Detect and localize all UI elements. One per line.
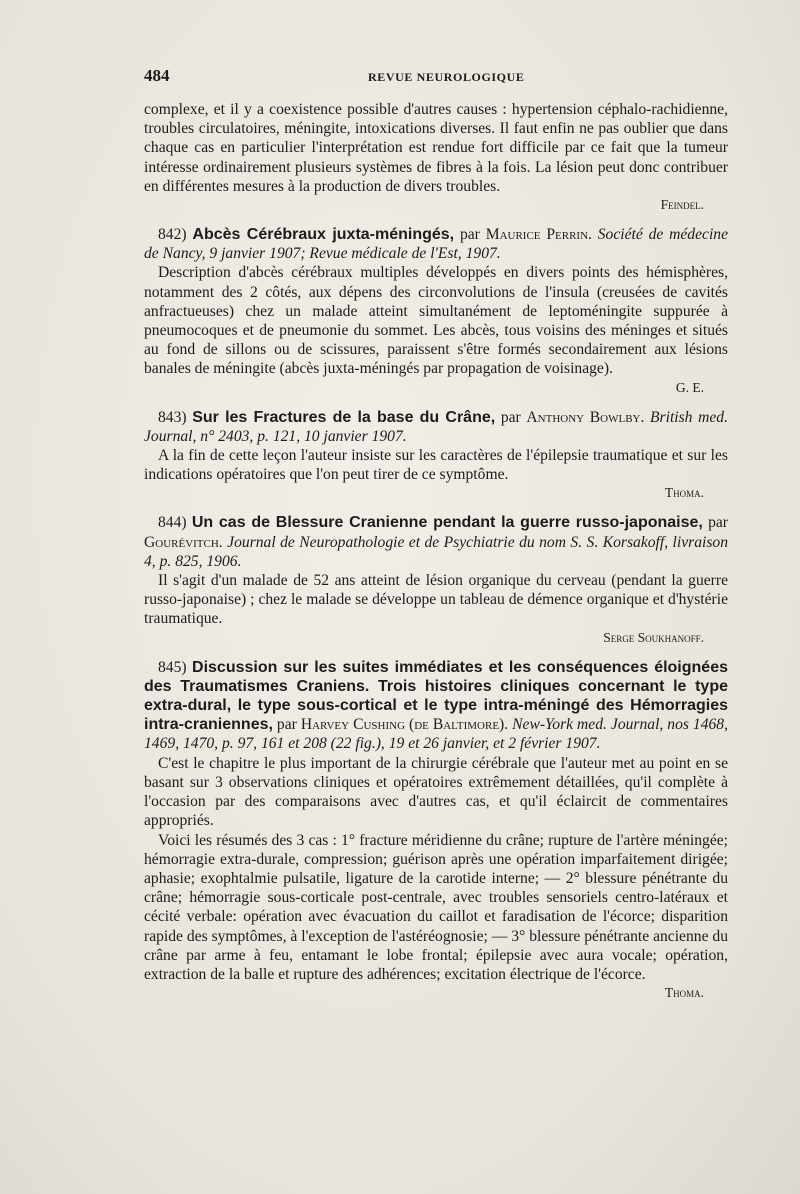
entry-paragraph: C'est le chapitre le plus important de la chirurgie cérébrale que l'auteur met au point en se basant sur 3 observations cliniques et opératoires extrêmement détaillées, qu'il complète à l'occasion par des comparaisons avec d'autres cas, et qu'il éclaircit de commentaires appropriés. [144, 754, 728, 830]
page-number: 484 [144, 66, 170, 85]
entry-title: Sur les Fractures de la base du Crâne, [192, 408, 496, 426]
entry-heading [144, 658, 728, 754]
intro-paragraph: complexe, et il y a coexistence possible d'autres causes : hypertension céphalo-rachidienne, troubles circulatoires, méningite, intoxications diverses. Il faut enfin ne pas oublier que dans chaque cas en particulier l'interprétation est rendue fort difficile par ce fait que la tumeur intéresse ordinairement plusieurs systèmes de fibres à la fois. La lésion peut donc contribuer en différentes mesures à la production de divers troubles. [144, 101, 728, 195]
entry-number: 844) [158, 514, 187, 532]
entry-by: par [276, 716, 297, 734]
entry-heading [144, 408, 728, 446]
entry-signature: Serge Soukhanoff. [603, 629, 704, 645]
entry-author: Gourévitch. [144, 533, 223, 551]
entry-author: Maurice Perrin. [485, 226, 592, 244]
entry-reference: Journal de Neuropathologie et de Psychiatrie du nom S. S. Korsakoff, livraison 4, p. 825, 1906. [144, 533, 728, 570]
entry-844 [144, 513, 728, 646]
entry-reference: New-York med. Journal, nos 1468, 1469, 1470, p. 97, 161 et 208 (22 fig.), 19 et 26 janvier, et 2 février 1907. [144, 716, 728, 753]
page-content [144, 100, 728, 1002]
entry-author: Harvey Cushing (de Baltimore). [300, 716, 509, 734]
entry-by: par [459, 226, 480, 244]
entry-number: 842) [158, 226, 187, 244]
page-header [144, 66, 724, 86]
entry-signature: G. E. [675, 379, 704, 395]
entry-heading [144, 225, 728, 263]
entry-by: par [500, 408, 521, 426]
entry-number: 845) [158, 658, 187, 676]
entry-title: Un cas de Blessure Cranienne pendant la guerre russo-japonaise, [191, 514, 703, 532]
entry-paragraph: Voici les résumés des 3 cas : 1° fracture méridienne du crâne; rupture de l'artère méningée; hémorragie extra-durale, compression; guérison après une opération imparfaitement dirigée; aphasie; exophtalmie pulsatile, ligature de la carotide interne; — 2° blessure pénétrante du crâne; hémorragie sous-corticale post-centrale, avec troubles sensoriels centro-latéraux et cécité verbale: opération avec évacuation du caillot et faradisation de l'écorce; disparition rapide des symptômes, à l'exception de l'astéréognosie; — 3° blessure pénétrante ancienne du crâne par arme à feu, entamant le lobe frontal; épilepsie avec aura vocale; opération, extraction de la balle et rupture des adhérences; excitation électrique de l'écorce. [144, 831, 728, 983]
entry-title: Abcès Cérébraux juxta-méningés, [192, 226, 455, 244]
entry-845 [144, 658, 728, 1002]
running-title: REVUE NEUROLOGIQUE [368, 70, 525, 84]
entry-843 [144, 408, 728, 503]
entry-paragraph: Il s'agit d'un malade de 52 ans atteint de lésion organique du cerveau (pendant la guerre russo-japonaise) ; chez le malade se développe un tableau de démence organique et d'hystérie traumatique. [144, 572, 728, 628]
entry-842 [144, 225, 728, 397]
entry-reference: British med. Journal, n° 2403, p. 121, 10 janvier 1907. [144, 408, 728, 445]
intro-signature: Feindel. [660, 197, 704, 213]
entry-author: Anthony Bowlby. [526, 408, 645, 426]
entry-title: Discussion sur les suites immédiates et les conséquences éloignées des Traumatismes Craniens. Trois histoires cliniques concernant le type extra-dural, le type sous-cortical et le type intra-méningé des Hémorragies intra-craniennes, [144, 658, 728, 734]
entry-signature: Thoma. [664, 485, 704, 501]
entry-heading [144, 513, 728, 571]
entry-by: par [708, 514, 729, 532]
entry-paragraph: Description d'abcès cérébraux multiples développés en divers points des hémisphères, notamment des 2 côtés, aux dépens des circonvolutions de l'insula (creusées de cavités anfractueuses) chez un malade atteint simultanément de leptoméningite suppurée à pneumocoques et de pneumonie du sommet. Les abcès, tous voisins des méninges et situés au fond de sillons ou de scissures, paraissent s'être formés secondairement aux lésions banales de méningite (abcès juxta-méningés par propagation de voisinage). [144, 264, 728, 378]
entry-number: 843) [158, 408, 187, 426]
entry-signature: Thoma. [664, 985, 704, 1001]
entry-reference: Société de médecine de Nancy, 9 janvier 1907; Revue médicale de l'Est, 1907. [144, 226, 729, 263]
entry-paragraph: A la fin de cette leçon l'auteur insiste sur les caractères de l'épilepsie traumatique et sur les indications opératoires que l'on peut tirer de ce symptôme. [144, 447, 728, 484]
